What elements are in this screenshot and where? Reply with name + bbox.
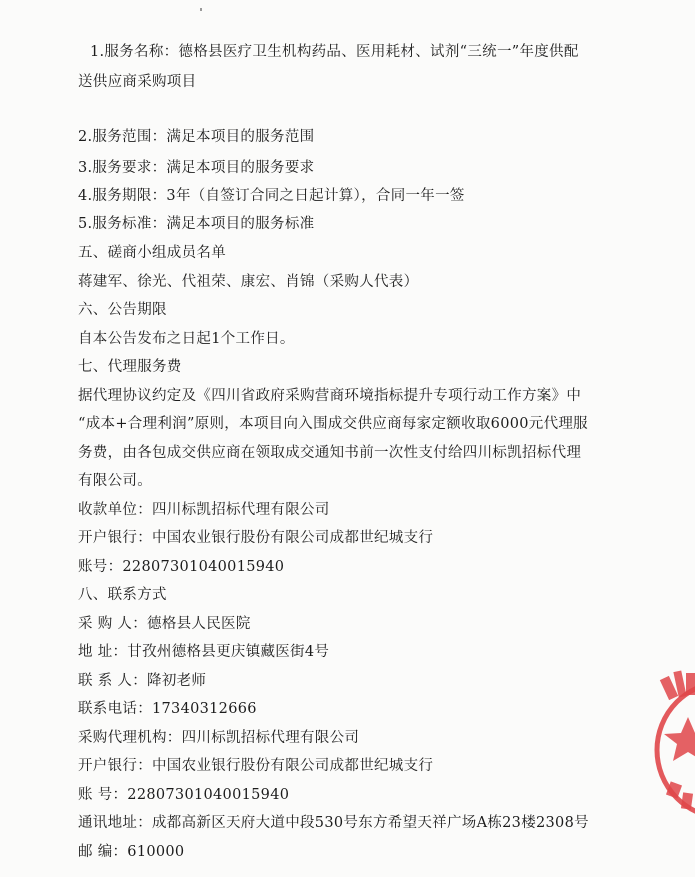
text-line-agency-fee-2: “成本+合理利润”原则，本项目向入围成交供应商每家定额收取6000元代理服 <box>78 416 588 432</box>
text-line-agency-fee-3: 务费，由各包成交供应商在领取成交通知书前一次性支付给四川标凯招标代理 <box>78 445 582 461</box>
text-line-postcode: 邮 编：610000 <box>78 844 185 860</box>
text-line-agency-account: 账 号：22807301040015940 <box>78 787 290 803</box>
text-line-service-name-cont: 送供应商采购项目 <box>78 74 197 90</box>
text-line-payee: 收款单位：四川标凯招标代理有限公司 <box>78 502 330 518</box>
text-line-agency-fee-4: 有限公司。 <box>78 473 152 489</box>
section-heading-panel: 五、磋商小组成员名单 <box>78 245 226 261</box>
section-heading-contact: 八、联系方式 <box>78 587 167 603</box>
scan-speck <box>200 8 202 11</box>
text-line-service-standard: 5.服务标准：满足本项目的服务标准 <box>78 216 315 232</box>
red-company-seal-icon <box>650 655 695 855</box>
text-line-agency-fee-1: 据代理协议约定及《四川省政府采购营商环境指标提升专项行动工作方案》中 <box>78 388 582 404</box>
text-line-service-scope: 2.服务范围：满足本项目的服务范围 <box>78 129 315 145</box>
text-line-account: 账号：22807301040015940 <box>78 559 285 575</box>
text-line-agency: 采购代理机构：四川标凯招标代理有限公司 <box>78 730 360 746</box>
text-line-notice-period: 自本公告发布之日起1个工作日。 <box>78 331 295 347</box>
text-line-mailing-address: 通讯地址：成都高新区天府大道中段530号东方希望天祥广场A栋23楼2308号 <box>78 815 589 831</box>
text-line-service-term: 4.服务期限：3年（自签订合同之日起计算），合同一年一签 <box>78 188 465 204</box>
text-line-service-requirements: 3.服务要求：满足本项目的服务要求 <box>78 160 315 176</box>
text-line-service-name: 1.服务名称：德格县医疗卫生机构药品、医用耗材、试剂“三统一”年度供配 <box>90 44 579 60</box>
text-line-panel-members: 蒋建军、徐光、代祖荣、康宏、肖锦（采购人代表） <box>78 274 419 290</box>
section-heading-agency-fee: 七、代理服务费 <box>78 359 182 375</box>
text-line-contact-person: 联 系 人：降初老师 <box>78 673 207 689</box>
text-line-address: 地 址：甘孜州德格县更庆镇藏医街4号 <box>78 644 330 660</box>
text-line-agency-bank: 开户银行：中国农业银行股份有限公司成都世纪城支行 <box>78 758 434 774</box>
text-line-phone: 联系电话：17340312666 <box>78 701 257 717</box>
section-heading-notice-period: 六、公告期限 <box>78 302 167 318</box>
text-line-purchaser: 采 购 人：德格县人民医院 <box>78 616 251 632</box>
text-line-bank: 开户银行：中国农业银行股份有限公司成都世纪城支行 <box>78 530 434 546</box>
